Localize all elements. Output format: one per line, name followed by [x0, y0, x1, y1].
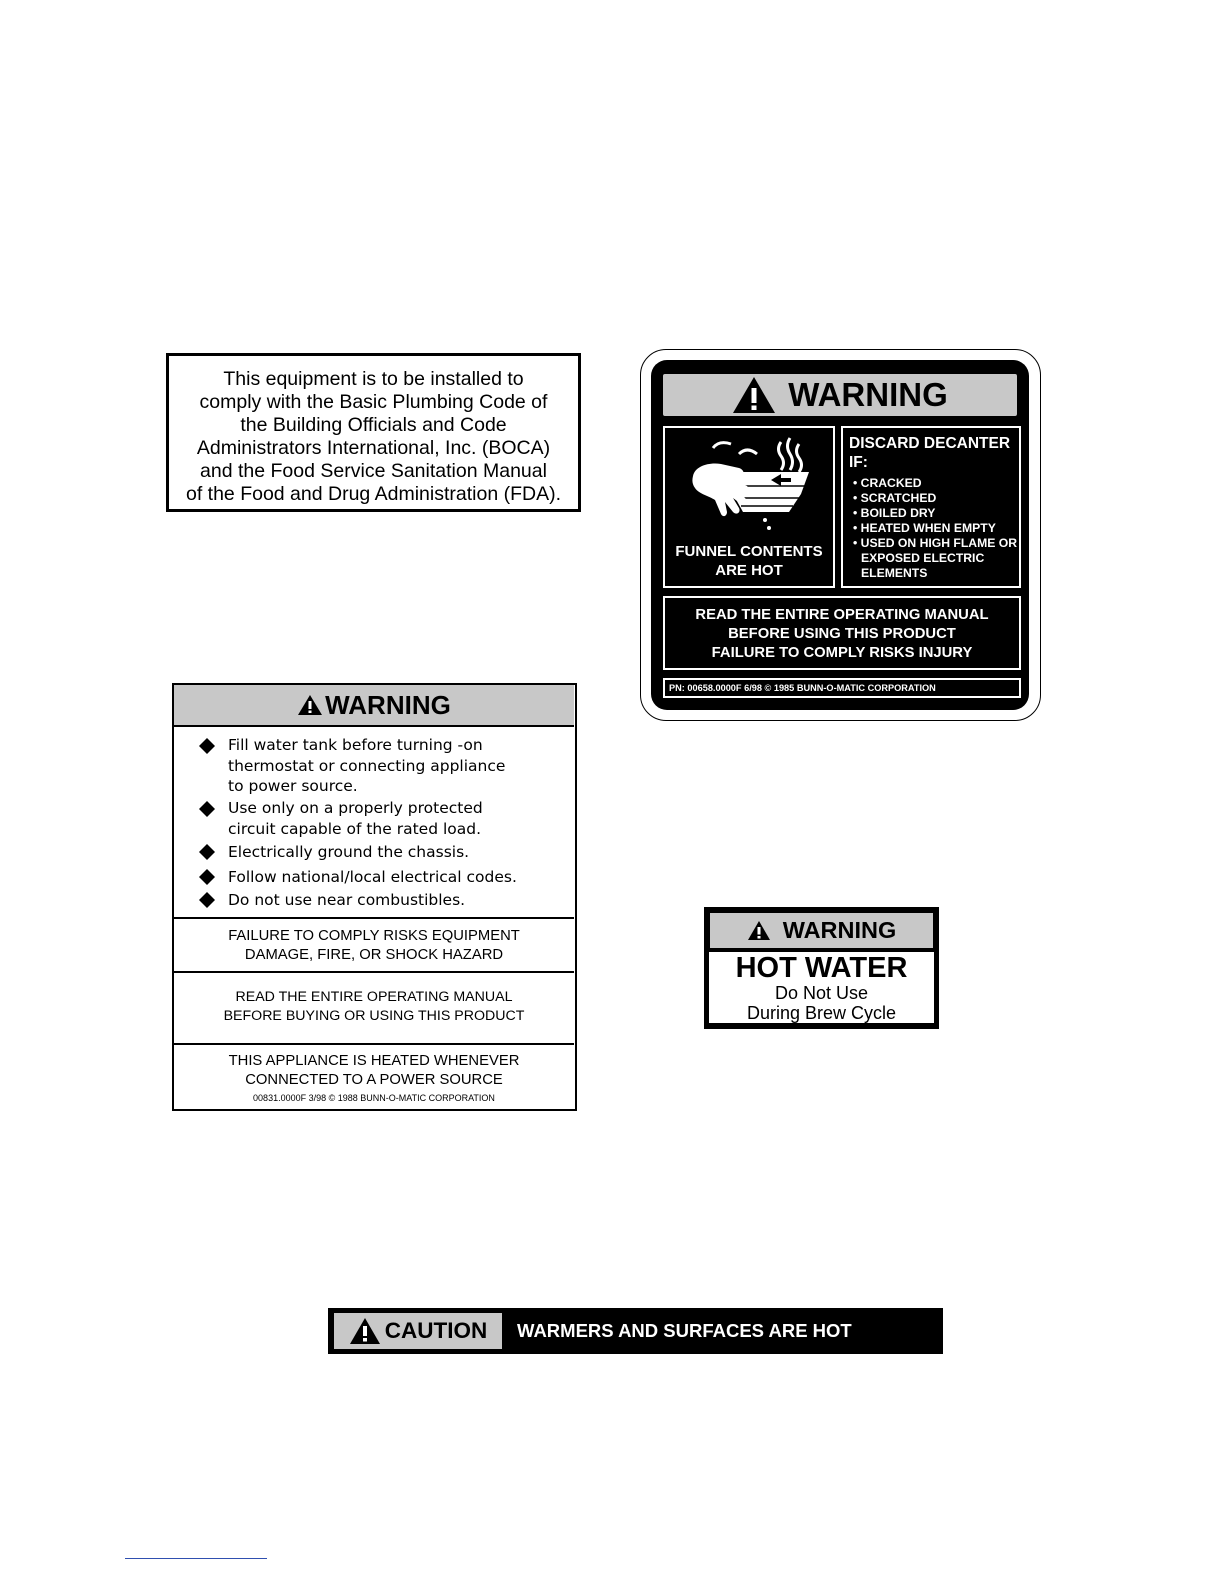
notice-line: comply with the Basic Plumbing Code of: [199, 391, 548, 413]
hot-water-warning-header: [709, 912, 934, 949]
bullet-diamond-icon: [199, 738, 215, 754]
notice-line: Administrators International, Inc. (BOCA): [196, 437, 551, 459]
notice-line: This equipment is to be installed to: [223, 368, 524, 390]
discard-title: DISCARD DECANTER IF:: [849, 435, 1011, 471]
decanter-part-number: PN: 00658.0000F 6/98 © 1985 BUNN-O-MATIC CORPORATION: [663, 678, 1021, 698]
list-item: • HEATED WHEN EMPTY: [853, 521, 996, 535]
heated-appliance-panel: THIS APPLIANCE IS HEATED WHENEVER CONNECTED TO A POWER SOURCE 00831.0000F 3/98 © 1988 BUNN-O-MATIC CORPORATION: [174, 1045, 574, 1108]
list-item: • BOILED DRY: [853, 506, 936, 520]
warning-triangle-icon: [747, 920, 771, 941]
warning-word: WARNING: [782, 917, 897, 943]
decanter-warning-header: [661, 372, 1019, 418]
decanter-warning-label: [640, 349, 1041, 721]
notice-line: the Building Officials and Code: [240, 414, 507, 436]
warning-triangle-icon: [349, 1317, 381, 1345]
notice-line: and the Food Service Sanitation Manual: [200, 460, 547, 482]
read-manual-panel: READ THE ENTIRE OPERATING MANUAL BEFORE BUYING OR USING THIS PRODUCT: [174, 973, 574, 1045]
hot-water-title: HOT WATER: [735, 952, 908, 984]
funnel-caption: FUNNEL CONTENTS ARE HOT: [675, 543, 823, 579]
read-manual-panel: READ THE ENTIRE OPERATING MANUAL BEFORE USING THIS PRODUCT FAILURE TO COMPLY RISKS INJURY: [663, 596, 1021, 670]
list-item: • CRACKED: [853, 476, 922, 490]
electrical-warning-list: [174, 727, 574, 919]
list-item: • USED ON HIGH FLAME OR EXPOSED ELECTRIC ELEMENTS: [853, 536, 1018, 580]
bullet-diamond-icon: [199, 892, 215, 908]
caution-message: WARMERS AND SURFACES ARE HOT: [517, 1320, 852, 1341]
warning-word: WARNING: [788, 376, 948, 413]
bullet-diamond-icon: [199, 844, 215, 860]
list-item: Follow national/local electrical codes.: [228, 868, 517, 886]
list-item: Electrically ground the chassis.: [228, 843, 470, 861]
decanter-label-panel: [651, 360, 1029, 710]
list-item: Use only on a properly protected circuit capable of the rated load.: [228, 799, 483, 838]
failure-risk-panel: FAILURE TO COMPLY RISKS EQUIPMENT DAMAGE, FIRE, OR SHOCK HAZARD: [174, 919, 574, 973]
hot-water-body: HOT WATER Do Not Use During Brew Cycle: [709, 952, 934, 1023]
caution-label: [328, 1308, 943, 1354]
notice-line: of the Food and Drug Administration (FDA).: [185, 483, 561, 505]
caution-word: CAUTION: [384, 1318, 488, 1343]
warning-triangle-icon: [297, 694, 323, 716]
electrical-warning-header: [174, 685, 574, 727]
warning-triangle-icon: [732, 376, 776, 414]
list-item: Do not use near combustibles.: [228, 891, 466, 909]
discard-decanter-panel: [841, 426, 1021, 588]
bullet-diamond-icon: [199, 801, 215, 817]
caution-header: [333, 1312, 503, 1350]
electrical-part-number: 00831.0000F 3/98 © 1988 BUNN-O-MATIC CORPORATION: [253, 1093, 495, 1103]
hot-funnel-hand-icon: [687, 436, 815, 540]
list-item: • SCRATCHED: [853, 491, 937, 505]
bullet-diamond-icon: [199, 869, 215, 885]
plumbing-code-notice: [166, 353, 581, 512]
footer-rule: [125, 1558, 267, 1559]
warning-word: WARNING: [325, 689, 451, 720]
discard-conditions-list: [849, 476, 1019, 581]
electrical-warning-label: [172, 683, 577, 1111]
hot-water-warning-label: [704, 907, 939, 1029]
list-item: Fill water tank before turning -on thermostat or connecting appliance to power source.: [228, 736, 506, 795]
funnel-hot-panel: [663, 426, 835, 588]
